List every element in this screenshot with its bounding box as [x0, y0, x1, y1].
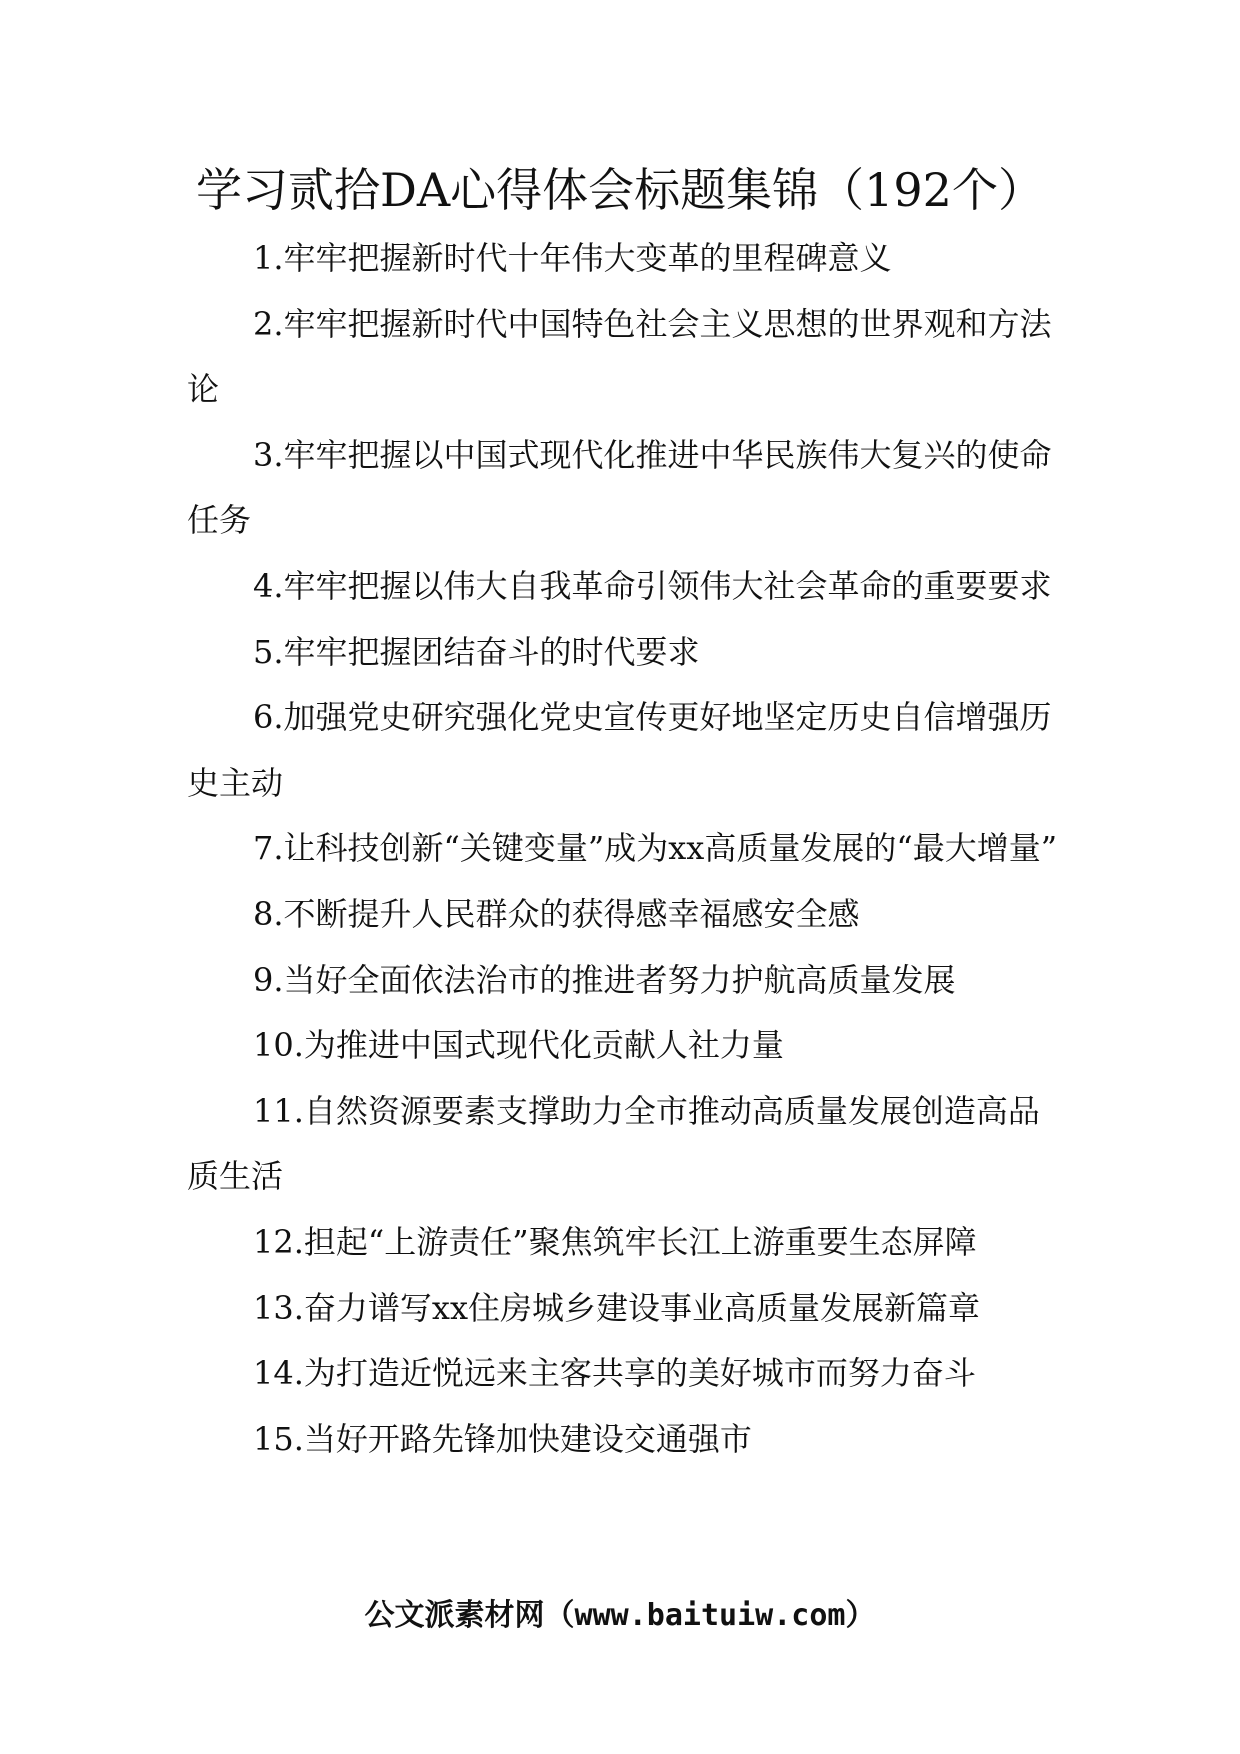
list-item: 8.不断提升人民群众的获得感幸福感安全感: [253, 894, 860, 933]
list-item: 11.自然资源要素支撑助力全市推动高质量发展创造高品质生活: [187, 1091, 1040, 1196]
footer-paren-close: ）: [845, 1598, 876, 1633]
list-item: 9.当好全面依法治市的推进者努力护航高质量发展: [253, 960, 956, 999]
footer-site-name: 公文派素材网: [364, 1598, 545, 1633]
list-item: 12.担起“上游责任”聚焦筑牢长江上游重要生态屏障: [253, 1222, 977, 1261]
list-item: 3.牢牢把握以中国式现代化推进中华民族伟大复兴的使命任务: [187, 435, 1052, 540]
list-item: 7.让科技创新“关键变量”成为xx高质量发展的“最大增量”: [253, 829, 1058, 868]
footer-paren-open: （: [544, 1598, 575, 1633]
footer-url: www.baituiw.com: [574, 1598, 846, 1633]
list-item: 10.为推进中国式现代化贡献人社力量: [253, 1026, 784, 1065]
list-item: 15.当好开路先锋加快建设交通强市: [253, 1419, 752, 1458]
list-item: 6.加强党史研究强化党史宣传更好地坚定历史自信增强历史主动: [187, 698, 1052, 802]
list-item: 1.牢牢把握新时代十年伟大变革的里程碑意义: [253, 239, 892, 277]
list-item: 4.牢牢把握以伟大自我革命引领伟大社会革命的重要要求: [253, 566, 1052, 605]
list-item: 5.牢牢把握团结奋斗的时代要求: [253, 632, 700, 671]
list-item: 13.奋力谱写xx住房城乡建设事业高质量发展新篇章: [253, 1288, 980, 1327]
title-list: [187, 226, 1063, 1472]
document-title: 学习贰拾DA心得体会标题集锦（192个）: [196, 163, 1044, 217]
list-item: 14.为打造近悦远来主客共享的美好城市而努力奋斗: [253, 1354, 976, 1393]
footer-watermark: [150, 1596, 1090, 1636]
list-item: 2.牢牢把握新时代中国特色社会主义思想的世界观和方法论: [187, 304, 1052, 409]
